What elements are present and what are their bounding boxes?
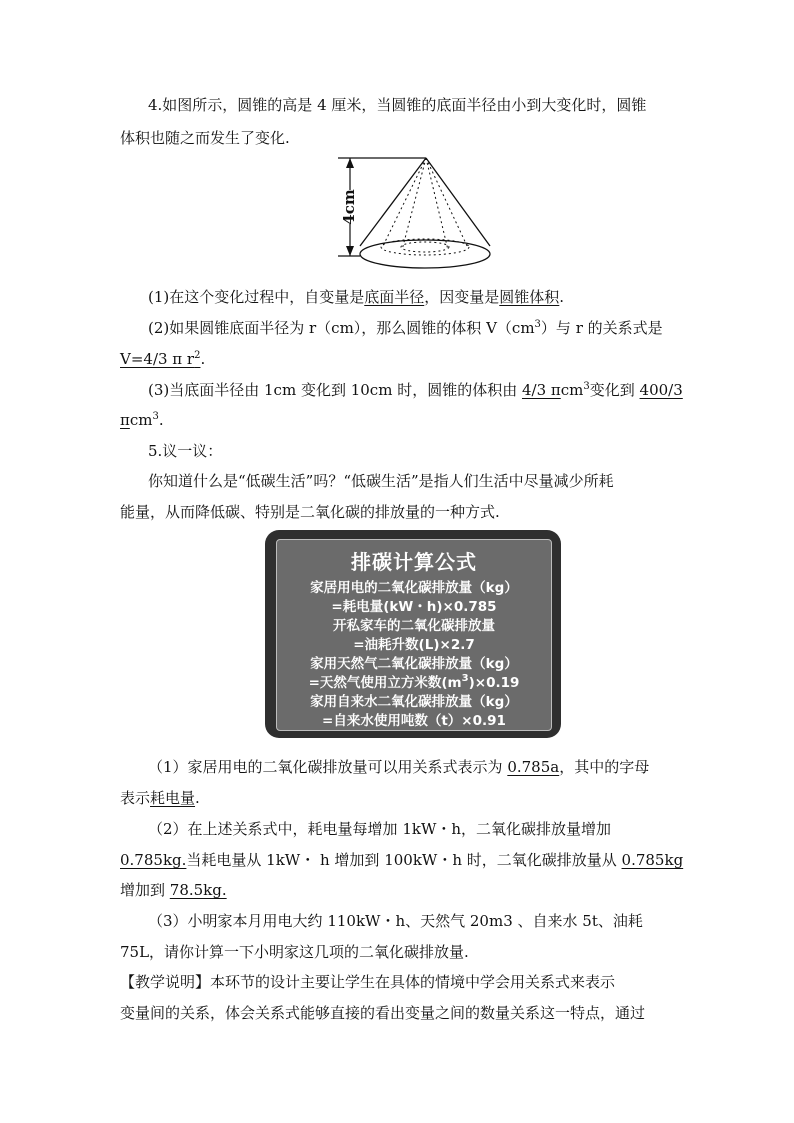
teaching-note-line-2: 变量间的关系，体会关系式能够直接的看出变量之间的数量关系这一特点，通过 <box>120 1004 646 1022</box>
answer-independent-variable: 底面半径 <box>364 288 425 306</box>
formula-line-6: =天然气使用立方米数$(m^3)\times 0.19$ <box>308 673 520 691</box>
q4-part-3-line-1: (3)当底面半径由 1cm 变化到 10cm 时，圆锥的体积由 4/3 πcm$^3$变化到 400/3 <box>148 381 683 399</box>
q5-sub-3-line-2: 75L，请你计算一下小明家这几项的二氧化碳排放量. <box>120 943 469 961</box>
formula-line-2: =耗电量(kW・h)×0.785 <box>331 599 497 615</box>
q4-part-2-line-2: V=4/3 π $r^2$. <box>120 350 206 368</box>
answer-dependent-variable: 圆锥体积 <box>499 288 560 306</box>
q5-sub-2-line-1: （2）在上述关系式中，耗电量每增加 1kW・h，二氧化碳排放量增加 <box>148 820 612 838</box>
q4-part-3-line-2: πcm$^3$. <box>120 411 164 429</box>
q5-intro-line-2: 能量，从而降低碳、特别是二氧化碳的排放量的一种方式. <box>120 503 500 521</box>
answer-letter-meaning: 耗电量 <box>150 789 196 807</box>
formula-line-7: 家用自来水二氧化碳排放量（kg） <box>310 694 518 710</box>
answer-volume-end-a: 400/3 <box>639 381 683 399</box>
q5-sub-3-line-1: （3）小明家本月用电大约 110kW・h、天然气 20m3 、自来水 5t、油耗 <box>148 912 643 930</box>
answer-volume-start: 4/3 π <box>521 381 561 399</box>
formula-line-8: =自来水使用吨数（t）×0.91 <box>322 713 506 729</box>
answer-electricity-formula: 0.785a <box>507 758 560 776</box>
teaching-note-line-1: 【教学说明】本环节的设计主要让学生在具体的情境中学会用关系式来表示 <box>120 973 616 991</box>
answer-emission-end: 78.5kg. <box>169 881 227 899</box>
q5-sub-1-line-1: （1）家居用电的二氧化碳排放量可以用关系式表示为 0.785a，其中的字母 <box>148 758 650 776</box>
q5-sub-2-line-2: 0.785kg.当耗电量从 1kW・ h 增加到 100kW・h 时，二氧化碳排放量从 0.785kg <box>120 851 684 869</box>
q5-sub-2-line-3: 增加到 78.5kg. <box>120 881 227 899</box>
answer-increase-per-unit: 0.785kg. <box>120 851 187 869</box>
answer-volume-end-b: π <box>120 411 130 429</box>
answer-emission-start: 0.785kg <box>621 851 684 869</box>
carbon-formula-inner <box>276 539 552 731</box>
carbon-formula-panel <box>265 530 561 738</box>
formula-line-3: 开私家车的二氧化碳排放量 <box>333 618 495 634</box>
formula-line-1: 家居用电的二氧化碳排放量（kg） <box>310 580 518 596</box>
formula-line-5: 家用天然气二氧化碳排放量（kg） <box>310 656 518 672</box>
q5-sub-1-line-2: 表示耗电量. <box>120 789 200 807</box>
q5-intro-line-1: 你知道什么是“低碳生活”吗？“低碳生活”是指人们生活中尽量减少所耗 <box>148 472 614 490</box>
cone-figure <box>330 152 500 276</box>
formula-title: 排碳计算公式 <box>351 550 477 574</box>
q4-part-2-line-1: (2)如果圆锥底面半径为 r（cm），那么圆锥的体积 $V(cm^3)$与 r 的关系式是 <box>148 319 663 337</box>
q4-intro-line-1: 4.如图所示，圆锥的高是 4 厘米，当圆锥的底面半径由小到大变化时，圆锥 <box>148 96 647 114</box>
answer-volume-formula: V=4/3 π $r^2$ <box>120 350 201 368</box>
formula-line-4: =油耗升数(L)×2.7 <box>353 637 475 653</box>
q4-part-1: (1)在这个变化过程中，自变量是底面半径，因变量是圆锥体积. <box>148 288 565 306</box>
q5-title: 5.议一议： <box>148 442 223 460</box>
q4-intro-line-2: 体积也随之而发生了变化. <box>120 129 290 147</box>
height-label: 4cm <box>340 189 358 225</box>
